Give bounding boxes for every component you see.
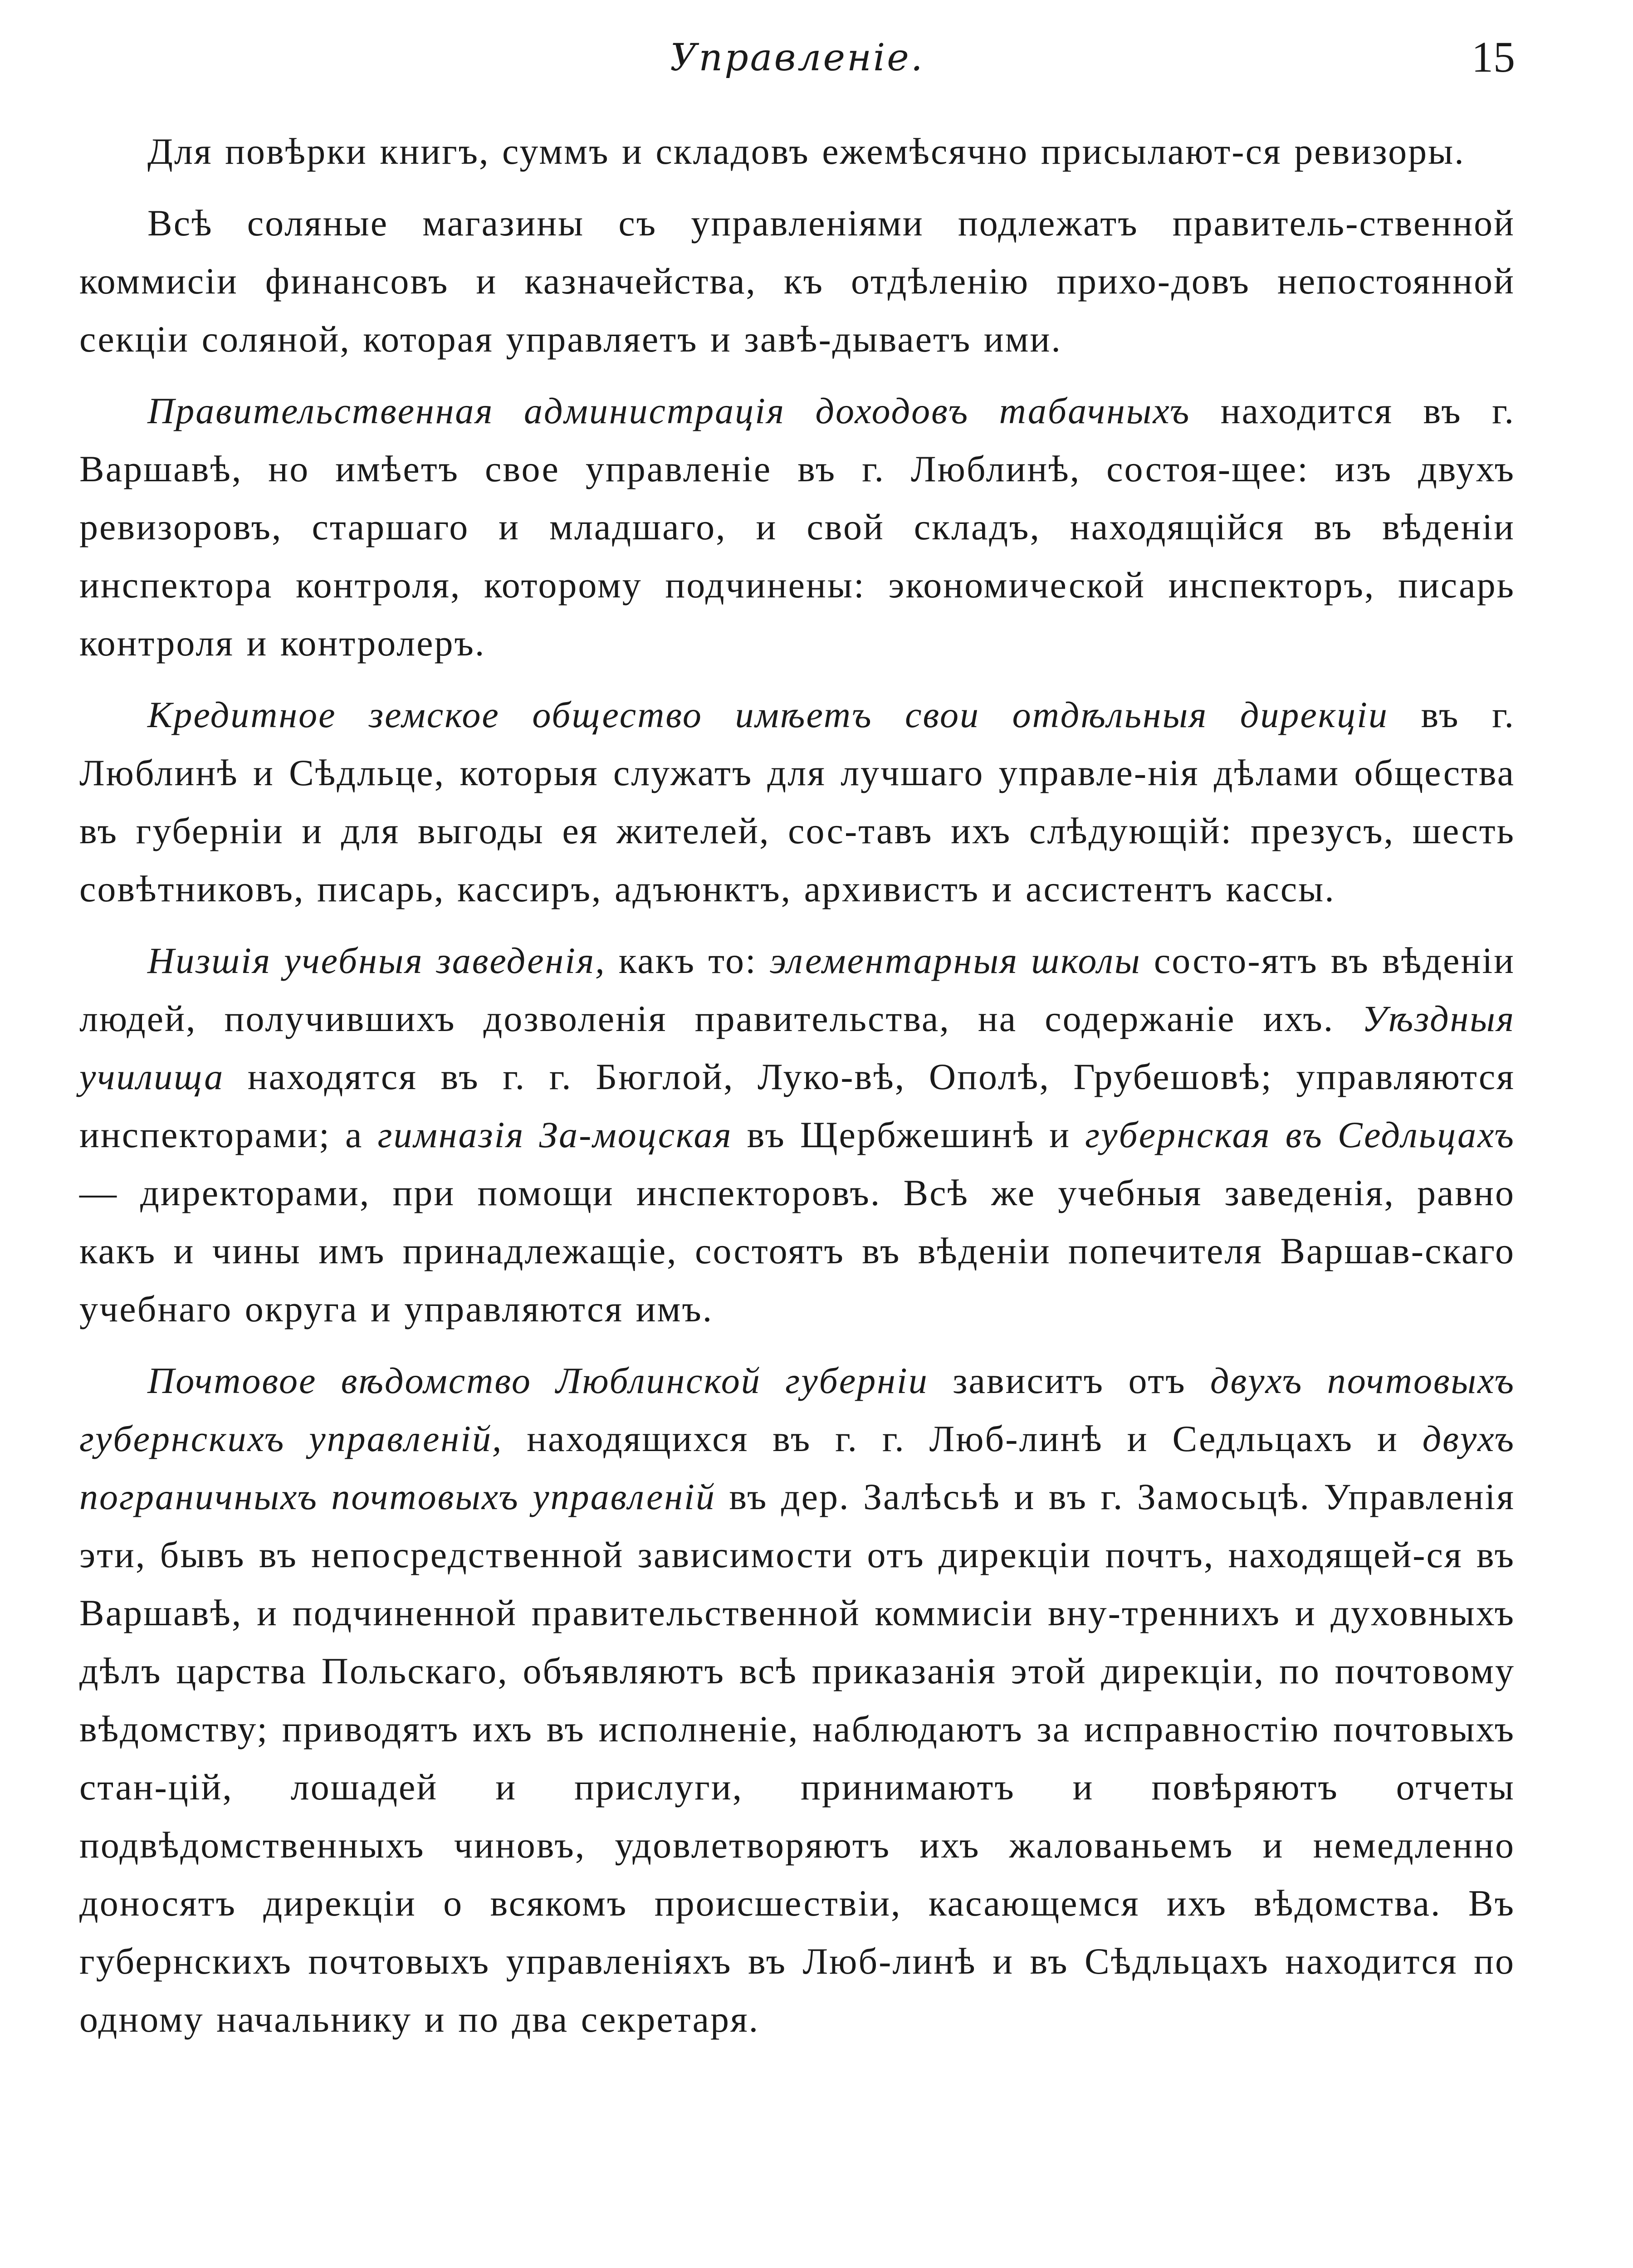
paragraph-text: — директорами, при помощи инспекторовъ. Всѣ же учебныя заведенія, равно какъ и чины имъ принадлежащіе, состоятъ въ вѣденіи попечителя Варшав-скаго учебнаго округа и управляются имъ.	[79, 1172, 1515, 1330]
paragraph-postal-department	[79, 1352, 1515, 2048]
page-number: 15	[1472, 33, 1515, 81]
paragraph-credit-society	[79, 686, 1515, 918]
emphasis-text: гимназія За-моцская	[377, 1114, 733, 1155]
paragraph-revisors	[79, 122, 1515, 181]
paragraph-text: Для повѣрки книгъ, суммъ и складовъ ежемѣсячно присылают-ся ревизоры.	[147, 131, 1465, 172]
body-text	[79, 122, 1515, 2048]
paragraph-salt-stores	[79, 194, 1515, 368]
paragraph-text: въ дер. Залѣсьѣ и въ г. Замосьцѣ. Управленія эти, бывъ въ непосредственной зависимости отъ дирекціи почтъ, находящей-ся въ Варшавѣ, и подчиненной правительственной коммисіи вну-треннихъ и духовныхъ дѣлъ царства Польскаго, объявляютъ всѣ приказанія этой дирекціи, по почтовому вѣдомству; приводятъ ихъ въ исполненіе, наблюдаютъ за исправностію почтовыхъ стан-цій, лошадей и прислуги, принимаютъ и повѣряютъ отчеты подвѣдомственныхъ чиновъ, удовлетворяютъ ихъ жалованьемъ и немедленно доносятъ дирекціи о всякомъ происшествіи, касающемся ихъ вѣдомства. Въ губернскихъ почтовыхъ управленіяхъ въ Люб-линѣ и въ Сѣдльцахъ находится по одному начальнику и по два секретаря.	[79, 1476, 1515, 2040]
emphasis-text: Уѣздныя училища	[79, 998, 1515, 1097]
paragraph-text: въ г. Люблинѣ и Сѣдльце, которыя служатъ для лучшаго управле-нія дѣлами общества въ губерніи и для выгоды ея жителей, сос-тавъ ихъ слѣдующій: презусъ, шесть совѣтниковъ, писарь, кассиръ, адъюнктъ, архивистъ и ассистентъ кассы.	[79, 694, 1515, 909]
emphasis-text: двухъ пограничныхъ почтовыхъ управленій	[79, 1418, 1516, 1517]
paragraph-text: находящихся въ г. г. Люб-линѣ и Седльцахъ и	[503, 1418, 1423, 1459]
paragraph-text: въ Щербжешинѣ и	[732, 1114, 1085, 1155]
paragraph-text: зависитъ отъ	[928, 1360, 1211, 1401]
emphasis-text: элементарныя школы	[769, 940, 1141, 981]
paragraph-text: состо-ятъ въ вѣденіи людей, получившихъ дозволенія правительства, на содержаніе ихъ.	[79, 940, 1515, 1039]
emphasis-text: Низшія учебныя заведенія,	[147, 940, 606, 981]
emphasis-text: Кредитное земское общество имѣетъ свои отдѣльныя дирекціи	[147, 694, 1389, 735]
paragraph-tobacco-administration	[79, 382, 1515, 672]
emphasis-text: губернская въ Седльцахъ	[1085, 1114, 1515, 1155]
emphasis-text: Правительственная администрація доходовъ табачныхъ	[147, 390, 1191, 431]
emphasis-text: Почтовое вѣдомство Люблинской губерніи	[147, 1360, 929, 1401]
paragraph-text: находится въ г. Варшавѣ, но имѣетъ свое управленіе въ г. Люблинѣ, состоя-щее: изъ двухъ ревизоровъ, старшаго и младшаго, и свой складъ, находящійся въ вѣденіи инспектора контроля, которому подчинены: экономической инспекторъ, писарь контроля и контролеръ.	[79, 390, 1515, 664]
running-head	[79, 27, 1515, 95]
paragraph-schools	[79, 932, 1515, 1338]
emphasis-text: двухъ почтовыхъ губернскихъ управленій,	[79, 1360, 1516, 1459]
paragraph-text: какъ то:	[606, 940, 770, 981]
paragraph-text: Всѣ соляные магазины съ управленіями подлежатъ правитель-ственной коммисіи финансовъ и казначейства, къ отдѣленію прихо-довъ непостоянной секціи соляной, которая управляетъ и завѣ-дываетъ ими.	[79, 202, 1515, 360]
running-title: Управленіе.	[670, 36, 924, 79]
paragraph-text: находятся въ г. г. Бюглой, Луко-вѣ, Ополѣ, Грубешовѣ; управляются инспекторами; а	[79, 1056, 1515, 1155]
